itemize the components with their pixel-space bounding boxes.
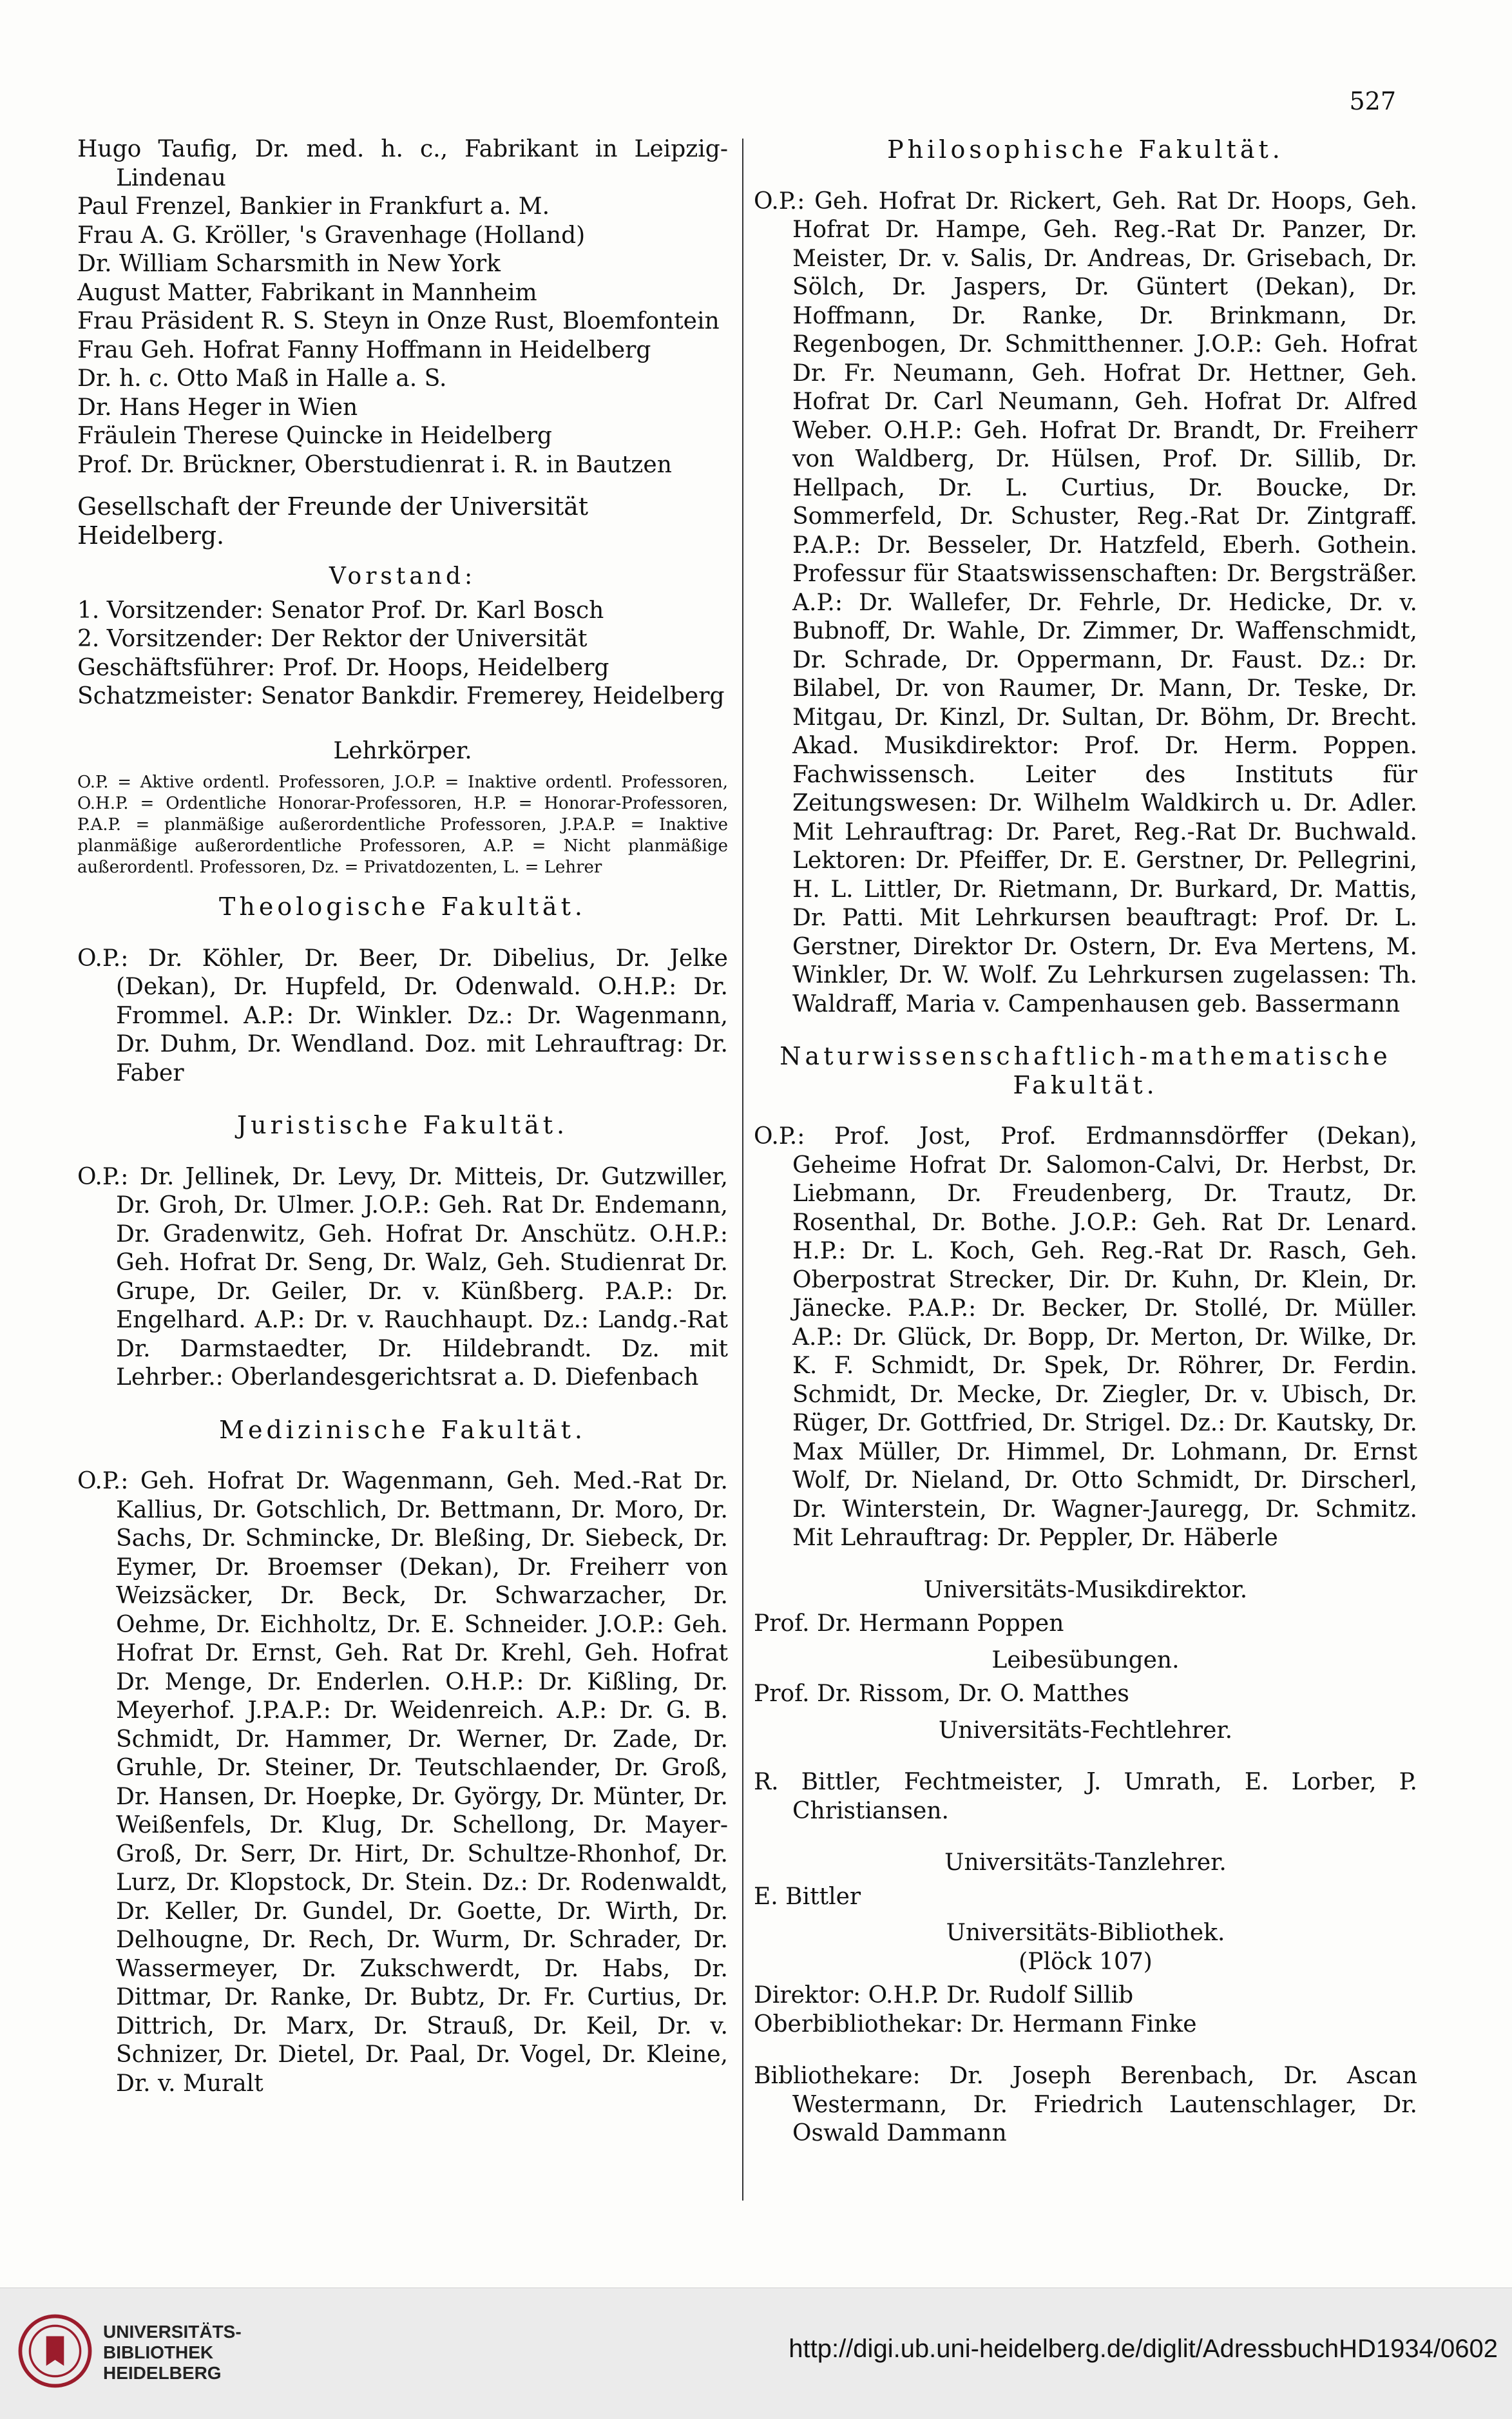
theology-title: Theologische Fakultät. [219, 892, 586, 921]
abbreviations-note: O.P. = Aktive ordentl. Professoren, J.O.P. = Inaktive ordentl. Professoren, O.H.P. = Ordentliche Honorar-Professoren, H.P. = Honorar-Professoren, P.A.P. = planmäßige außerordentliche Professoren, J.P.A.P. = Inaktive planmäßige außerordentliche Professoren, A.P. = Nicht planmäßige außerordentl. Professoren, Dz. = Privatdozenten, L. = Lehrer [77, 773, 728, 877]
fencing-text: R. Bittler, Fechtmeister, J. Umrath, E. Lorber, P. Christiansen. [754, 1769, 1417, 1824]
donor-entry: Prof. Dr. Brückner, Oberstudienrat i. R. in Bautzen [77, 451, 672, 478]
board-entry: Geschäftsführer: Prof. Dr. Hoops, Heidelberg [77, 654, 609, 681]
law-text: O.P.: Dr. Jellinek, Dr. Levy, Dr. Mitteis, Dr. Gutzwiller, Dr. Groh, Dr. Ulmer. J.O.P.: Geh. Rat Dr. Endemann, Dr. Gradenwitz, Geh. Hofrat Dr. Anschütz. O.H.P.: Geh. Hofrat Dr. Seng, Dr. Walz, Geh. Studienrat Dr. Grupe, Dr. Geiler, Dr. v. Künßberg. P.A.P.: Dr. Engelhard. A.P.: Dr. v. Rauchhaupt. Dz.: Landg.-Rat Dr. Darmstaedter, Dr. Hildebrandt. Dz. mit Lehrber.: Oberlandesgerichtsrat a. D. Diefenbach [77, 1163, 728, 1391]
sport-text: Prof. Dr. Rissom, Dr. O. Matthes [754, 1681, 1129, 1707]
donor-entry: Dr. h. c. Otto Maß in Halle a. S. [77, 365, 447, 392]
right-column [754, 135, 1417, 2172]
fencing-title: Universitäts-Fechtlehrer. [938, 1717, 1233, 1744]
dance-title: Universitäts-Tanzlehrer. [944, 1849, 1227, 1876]
library-address: (Plöck 107) [1019, 1948, 1153, 1975]
library-title: Universitäts-Bibliothek. [946, 1920, 1225, 1946]
board-heading: Vorstand: [329, 563, 477, 590]
medicine-title: Medizinische Fakultät. [219, 1415, 586, 1444]
theology-text: O.P.: Dr. Köhler, Dr. Beer, Dr. Dibelius, Dr. Jelke (Dekan), Dr. Hupfeld, Dr. Odenwald. O.H.P.: Dr. Frommel. A.P.: Dr. Winkler. Dz.: Dr. Wagenmann, Dr. Duhm, Dr. Wendland. Doz. mit Lehrauftrag: Dr. Faber [77, 945, 728, 1086]
board-entry: 1. Vorsitzender: Senator Prof. Dr. Karl Bosch [77, 597, 604, 624]
society-title: Gesellschaft der Freunde der Universität Heidelberg. [77, 492, 589, 550]
philosophy-title: Philosophische Fakultät. [887, 135, 1284, 164]
page-number: 527 [1349, 87, 1396, 115]
medicine-text: O.P.: Geh. Hofrat Dr. Wagenmann, Geh. Med.-Rat Dr. Kallius, Dr. Gotschlich, Dr. Bettmann, Dr. Moro, Dr. Sachs, Dr. Schmincke, Dr. Bleßing, Dr. Siebeck, Dr. Eymer, Dr. Broemser (Dekan), Dr. Freiherr von Weizsäcker, Dr. Beck, Dr. Schwarzacher, Dr. Oehme, Dr. Eichholtz, Dr. E. Schneider. J.O.P.: Geh. Hofrat Dr. Ernst, Geh. Rat Dr. Krehl, Geh. Hofrat Dr. Menge, Dr. Enderlen. O.H.P.: Dr. Kißling, Dr. Meyerhof. J.P.A.P.: Dr. Weidenreich. A.P.: Dr. G. B. Schmidt, Dr. Hammer, Dr. Werner, Dr. Zade, Dr. Gruhle, Dr. Steiner, Dr. Teutschlaender, Dr. Groß, Dr. Hansen, Dr. Hoepke, Dr. György, Dr. Münter, Dr. Weißenfels, Dr. Klug, Dr. Schellong, Dr. Mayer-Groß, Dr. Serr, Dr. Hirt, Dr. Schultze-Rhonhof, Dr. Lurz, Dr. Klopstock, Dr. Stein. Dz.: Dr. Rodenwaldt, Dr. Keller, Dr. Gundel, Dr. Goette, Dr. Wirth, Dr. Delhougne, Dr. Rech, Dr. Wurm, Dr. Schrader, Dr. Wassermeyer, Dr. Zukschwerdt, Dr. Habs, Dr. Dittmar, Dr. Ranke, Dr. Bubtz, Dr. Fr. Curtius, Dr. Dittrich, Dr. Marx, Dr. Strauß, Dr. Keil, Dr. v. Schnizer, Dr. Dietel, Dr. Paal, Dr. Vogel, Dr. Kleine, Dr. v. Muralt [77, 1468, 728, 2097]
university-seal-icon [18, 2314, 92, 2388]
faculty-heading: Lehrkörper. [333, 737, 472, 764]
donor-entry: Paul Frenzel, Bankier in Frankfurt a. M. [77, 193, 550, 220]
library-name-line: HEIDELBERG [103, 2363, 222, 2383]
donor-entry: Frau A. G. Kröller, 's Gravenhage (Holland) [77, 222, 586, 249]
music-text: Prof. Dr. Hermann Poppen [754, 1610, 1064, 1637]
science-title: Naturwissenschaftlich-mathematische Fakultät. [780, 1042, 1392, 1099]
library-name [103, 2322, 242, 2384]
library-entry: Oberbibliothekar: Dr. Hermann Finke [754, 2010, 1197, 2038]
viewer-footer [0, 2288, 1512, 2419]
left-column [77, 135, 728, 2121]
sport-title: Leibesübungen. [991, 1646, 1180, 1673]
donor-entry: Fräulein Therese Quincke in Heidelberg [77, 423, 552, 449]
dance-text: E. Bittler [754, 1883, 861, 1910]
donor-entry: Frau Geh. Hofrat Fanny Hoffmann in Heidelberg [77, 336, 651, 363]
donor-entry: Frau Präsident R. S. Steyn in Onze Rust, Bloemfontein [77, 308, 720, 334]
donor-entry: Dr. William Scharsmith in New York [77, 251, 501, 277]
library-entry: Bibliothekare: Dr. Joseph Berenbach, Dr. Ascan Westermann, Dr. Friedrich Lautenschlager, Dr. Oswald Dammann [754, 2063, 1417, 2146]
library-name-line: BIBLIOTHEK [103, 2342, 214, 2362]
board-entry: 2. Vorsitzender: Der Rektor der Universität [77, 626, 588, 652]
library-name-line: UNIVERSITÄTS- [103, 2322, 242, 2342]
board-entry: Schatzmeister: Senator Bankdir. Fremerey, Heidelberg [77, 683, 725, 709]
donor-entry: August Matter, Fabrikant in Mannheim [77, 279, 537, 306]
source-url-link[interactable]: http://digi.ub.uni-heidelberg.de/diglit/AdressbuchHD1934/0602 [789, 2335, 1498, 2363]
donor-entry: Dr. Hans Heger in Wien [77, 394, 358, 421]
philosophy-text: O.P.: Geh. Hofrat Dr. Rickert, Geh. Rat Dr. Hoops, Geh. Hofrat Dr. Hampe, Geh. Reg.-Rat Dr. Panzer, Dr. Meister, Dr. v. Salis, Dr. Andreas, Dr. Grisebach, Dr. Sölch, Dr. Jaspers, Dr. Güntert (Dekan), Dr. Hoffmann, Dr. Ranke, Dr. Brinkmann, Dr. Regenbogen, Dr. Schmitthenner. J.O.P.: Geh. Hofrat Dr. Fr. Neumann, Geh. Hofrat Dr. Hettner, Geh. Hofrat Dr. Carl Neumann, Geh. Hofrat Dr. Alfred Weber. O.H.P.: Geh. Hofrat Dr. Brandt, Dr. Freiherr von Waldberg, Dr. Hülsen, Prof. Dr. Sillib, Dr. Hellpach, Dr. L. Curtius, Dr. Boucke, Dr. Sommerfeld, Dr. Schuster, Reg.-Rat Dr. Zintgraff. P.A.P.: Dr. Besseler, Dr. Hatzfeld, Eberh. Gothein. Professur für Staatswissenschaften: Dr. Bergsträßer. A.P.: Dr. Wallefer, Dr. Fehrle, Dr. Hedicke, Dr. v. Bubnoff, Dr. Wahle, Dr. Zimmer, Dr. Waffenschmidt, Dr. Schrade, Dr. Oppermann, Dr. Faust. Dz.: Dr. Bilabel, Dr. von Raumer, Dr. Mann, Dr. Teske, Dr. Mitgau, Dr. Kinzl, Dr. Sultan, Dr. Böhm, Dr. Brecht. Akad. Musikdirektor: Prof. Dr. Herm. Poppen. Fachwissensch. Leiter des Instituts für Zeitungswesen: Dr. Wilhelm Waldkirch u. Dr. Adler. Mit Lehrauftrag: Dr. Paret, Reg.-Rat Dr. Buchwald. Lektoren: Dr. Pfeiffer, Dr. E. Gerstner, Dr. Pellegrini, H. L. Littler, Dr. Rietmann, Dr. Burkard, Dr. Mattis, Dr. Patti. Mit Lehrkursen beauftragt: Prof. Dr. L. Gerstner, Direktor Dr. Ostern, Dr. Eva Mertens, M. Winkler, Dr. W. Wolf. Zu Lehrkursen zugelassen: Th. Waldraff, Maria v. Campenhausen geb. Bassermann [754, 188, 1417, 1017]
music-title: Universitäts-Musikdirektor. [923, 1576, 1248, 1603]
science-text: O.P.: Prof. Jost, Prof. Erdmannsdörffer (Dekan), Geheime Hofrat Dr. Salomon-Calvi, Dr. Herbst, Dr. Liebmann, Dr. Freudenberg, Dr. Trautz, Dr. Rosenthal, Dr. Bothe. J.O.P.: Geh. Rat Dr. Lenard. H.P.: Dr. L. Koch, Geh. Reg.-Rat Dr. Rasch, Geh. Oberpostrat Strecker, Dir. Dr. Kuhn, Dr. Klein, Dr. Jänecke. P.A.P.: Dr. Becker, Dr. Stollé, Dr. Müller. A.P.: Dr. Glück, Dr. Bopp, Dr. Merton, Dr. Wilke, Dr. K. F. Schmidt, Dr. Spek, Dr. Röhrer, Dr. Ferdin. Schmidt, Dr. Mecke, Dr. Ziegler, Dr. v. Ubisch, Dr. Rüger, Dr. Gottfried, Dr. Strigel. Dz.: Dr. Kautsky, Dr. Max Müller, Dr. Himmel, Dr. Lohmann, Dr. Ernst Wolf, Dr. Nieland, Dr. Otto Schmidt, Dr. Dirscherl, Dr. Winterstein, Dr. Wagner-Jauregg, Dr. Schmitz. Mit Lehrauftrag: Dr. Peppler, Dr. Häberle [754, 1123, 1417, 1551]
library-entry: Direktor: O.H.P. Dr. Rudolf Sillib [754, 1982, 1134, 2009]
donor-entry: Hugo Taufig, Dr. med. h. c., Fabrikant in Leipzig-Lindenau [77, 136, 728, 191]
column-divider [742, 139, 743, 2201]
law-title: Juristische Fakultät. [236, 1111, 569, 1139]
